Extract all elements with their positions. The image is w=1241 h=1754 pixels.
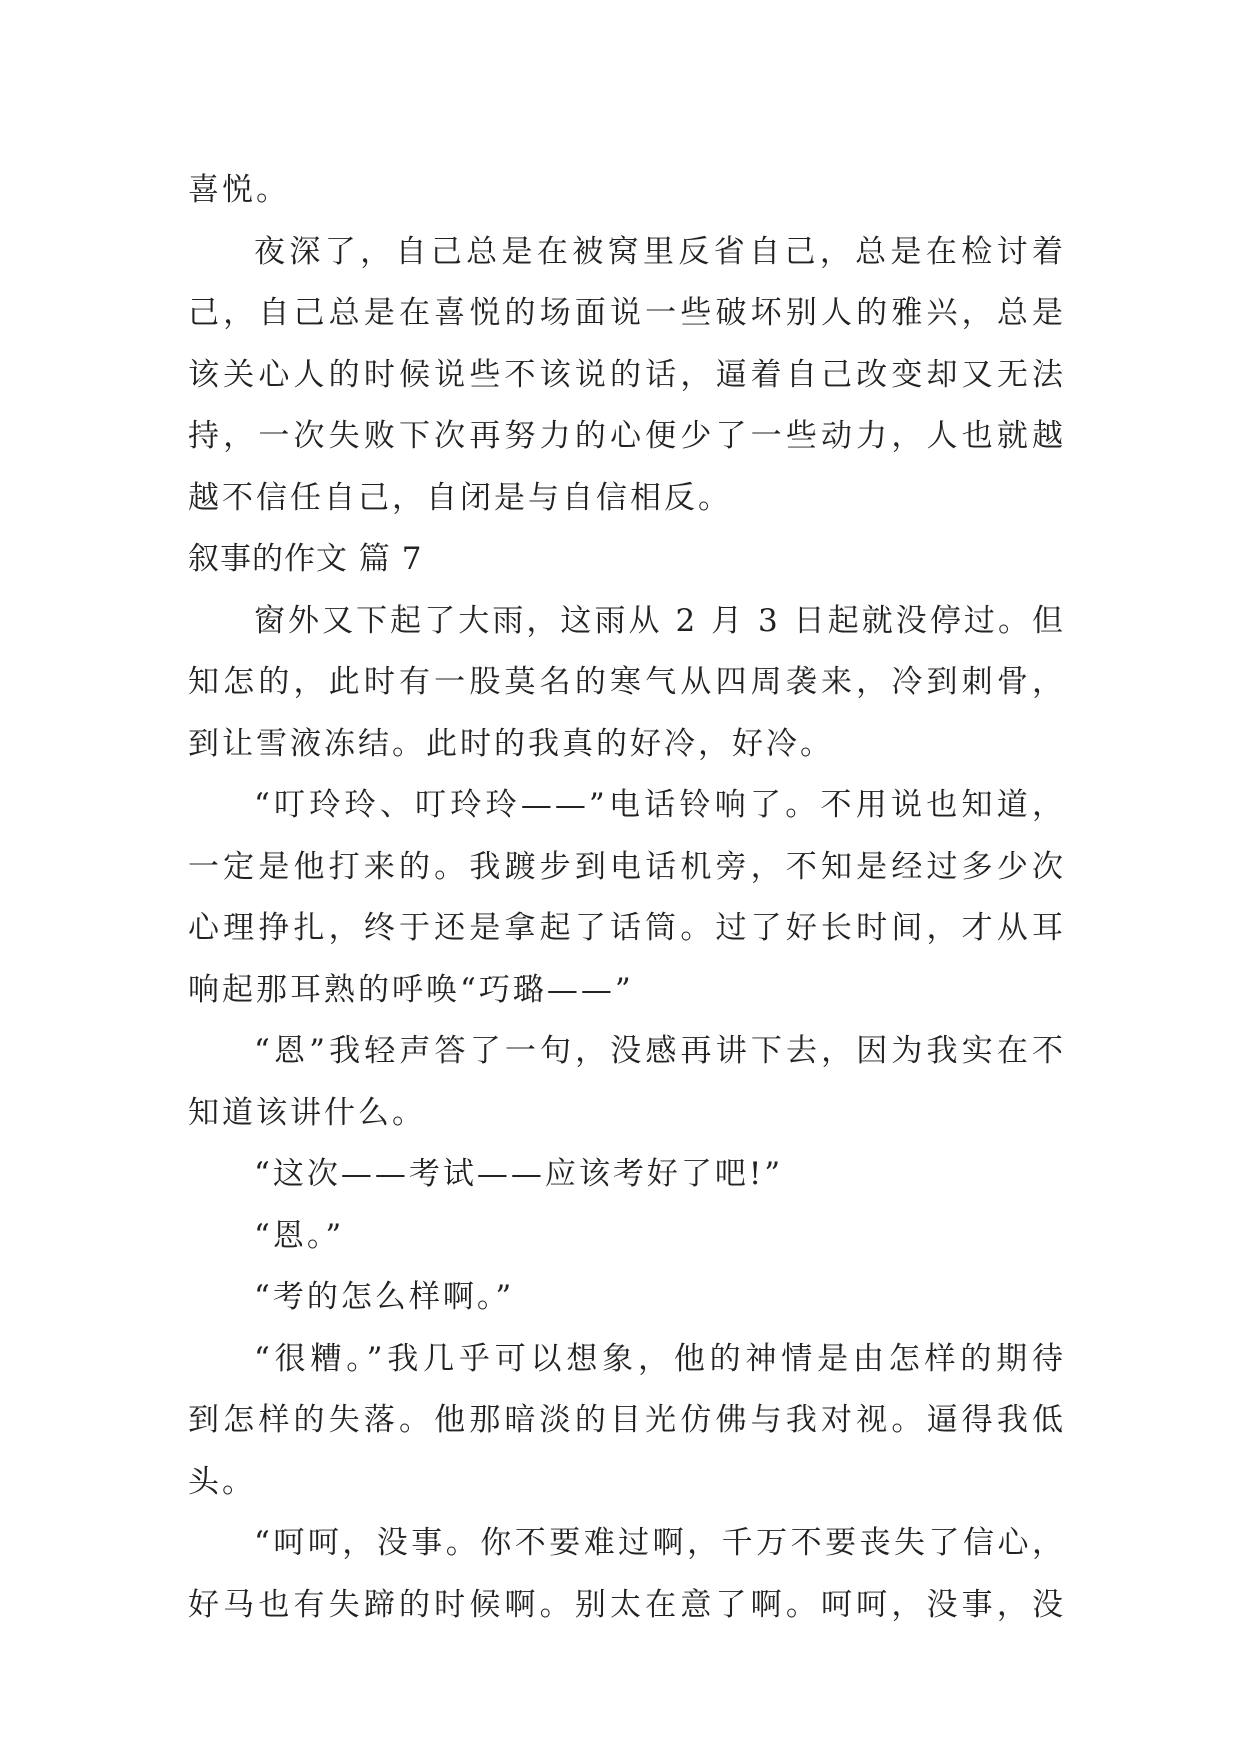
section-heading: 叙事的作文 篇 7 xyxy=(188,541,423,577)
paragraph-start-line: 夜深了，自己总是在被窝里反省自己，总是在检讨着 xyxy=(254,233,1066,270)
dialogue-line: “恩。” xyxy=(254,1217,345,1254)
paragraph-start-line: “很糟。”我几乎可以想象，他的神情是由怎样的期待 xyxy=(254,1340,1066,1377)
text-line: 到怎样的失落。他那暗淡的目光仿佛与我对视。逼得我低 xyxy=(188,1402,1066,1438)
text-line: 一定是他打来的。我踱步到电话机旁，不知是经过多少次 xyxy=(188,848,1066,885)
paragraph-start-line: “恩”我轻声答了一句，没感再讲下去，因为我实在不 xyxy=(254,1033,1066,1069)
dialogue-line: “考的怎么样啊。” xyxy=(254,1279,515,1315)
dialogue-line: “这次——考试——应该考好了吧!” xyxy=(254,1156,784,1192)
paragraph-start-line: 窗外又下起了大雨，这雨从 2 月 3 日起就没停过。但 xyxy=(254,602,1066,639)
text-line: 好马也有失蹄的时候啊。别太在意了啊。呵呵，没事，没 xyxy=(188,1586,1066,1623)
text-line: 越不信任自己，自闭是与自信相反。 xyxy=(188,479,732,516)
text-line: 响起那耳熟的呼唤“巧璐——” xyxy=(188,971,634,1008)
paragraph-start-line: “呵呵，没事。你不要难过啊，千万不要丧失了信心， xyxy=(254,1525,1066,1561)
text-line: 到让雪液冻结。此时的我真的好冷，好冷。 xyxy=(188,725,834,762)
text-line: 心理挣扎，终于还是拿起了话筒。过了好长时间，才从耳 xyxy=(188,910,1066,946)
paragraph-start-line: “叮玲玲、叮玲玲——”电话铃响了。不用说也知道， xyxy=(254,787,1066,823)
essay-body xyxy=(188,160,1066,1636)
text-line: 喜悦。 xyxy=(188,172,290,208)
text-line: 头。 xyxy=(188,1463,256,1500)
text-line: 持，一次失败下次再努力的心便少了一些动力，人也就越 xyxy=(188,418,1066,454)
text-line: 知怎的，此时有一股莫名的寒气从四周袭来，冷到刺骨， xyxy=(188,664,1066,700)
text-line: 该关心人的时候说些不该说的话，逼着自己改变却又无法 xyxy=(188,356,1066,393)
text-line: 知道该讲什么。 xyxy=(188,1094,426,1131)
text-line: 己，自己总是在喜悦的场面说一些破坏别人的雅兴，总是 xyxy=(188,295,1066,331)
